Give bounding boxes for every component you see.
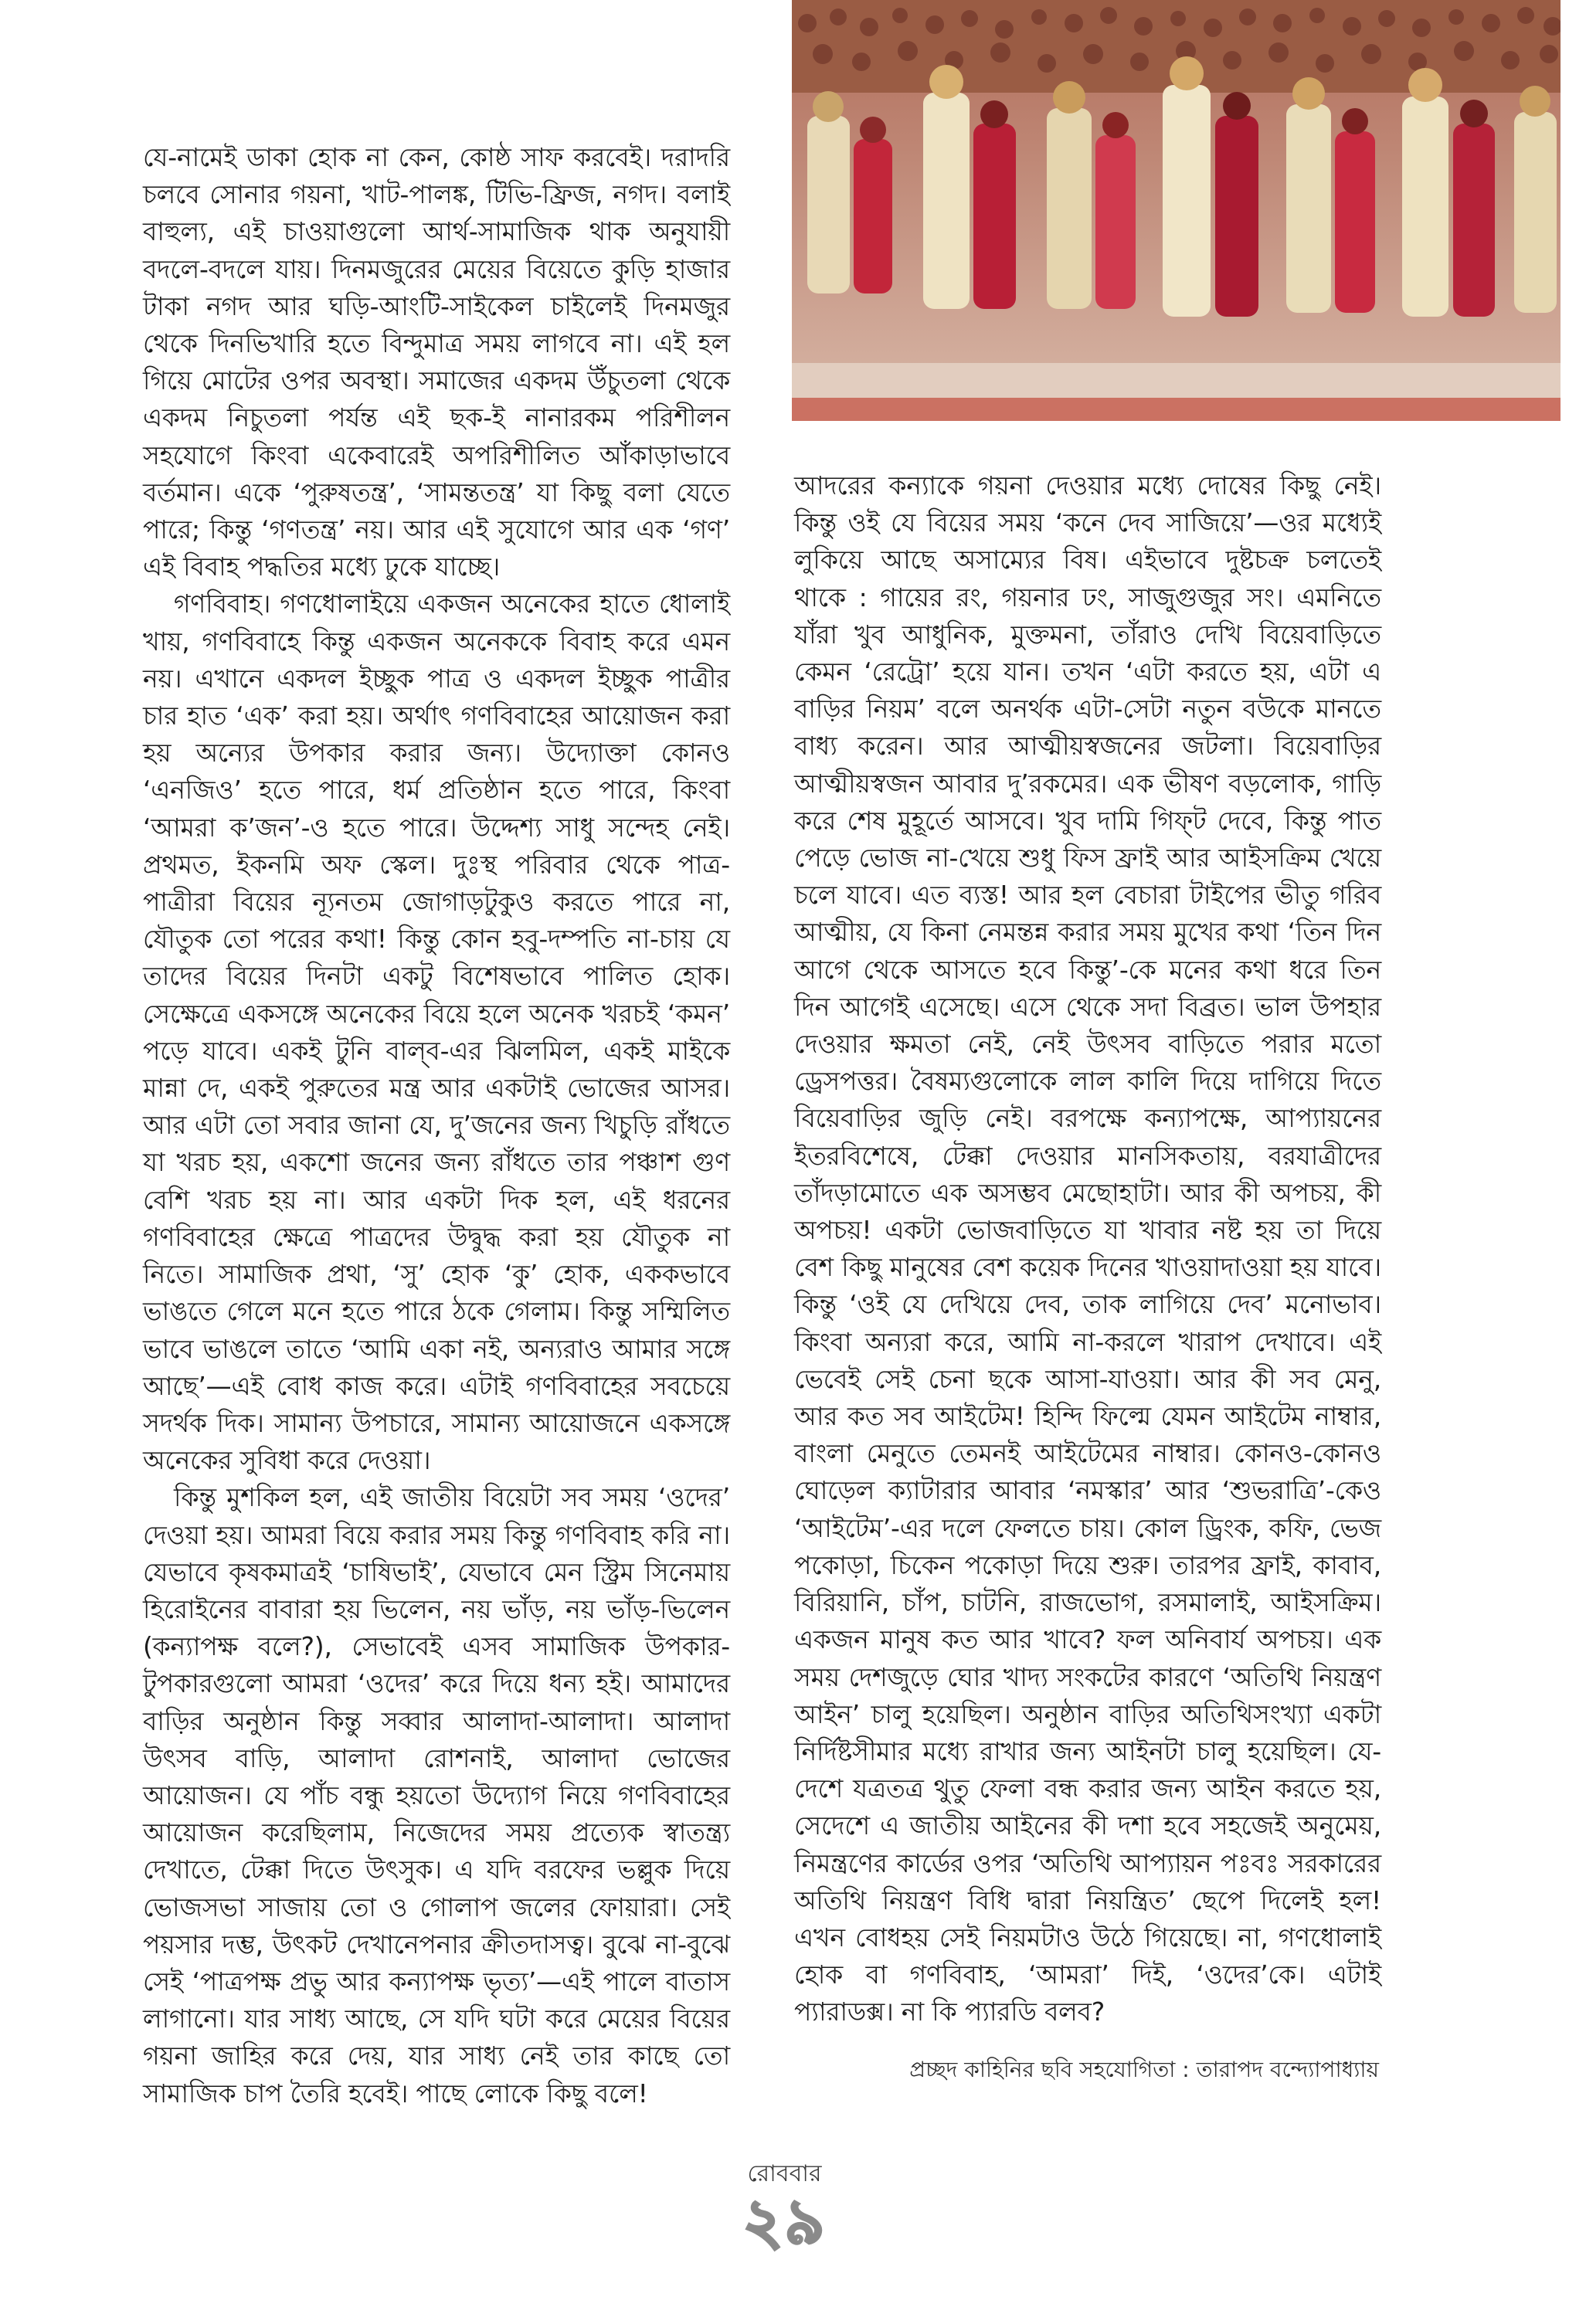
article-paragraph: গণবিবাহ। গণধোলাইয়ে একজন অনেকের হাতে ধোলাই খায়, গণবিবাহে কিন্তু একজন অনেককে বিবাহ করে এমন নয়। এখানে একদল ইচ্ছুক পাত্র ও একদল ইচ্ছুক পাত্রীর চার হাত ‘এক’ করা হয়। অর্থাৎ গণবিবাহের আয়োজন করা হয় অন্যের উপকার করার জন্য। উদ্যোক্তা কোনও ‘এনজিও’ হতে পারে, ধর্ম প্রতিষ্ঠান হতে পারে, কিংবা ‘আমরা ক’জন’-ও হতে পারে। উদ্দেশ্য সাধু সন্দেহ নেই। প্রথমত, ইকনমি অফ স্কেল। দুঃস্থ পরিবার থেকে পাত্র-পাত্রীরা বিয়ের ন্যূনতম জোগাড়টুকুও করতে পারে না, যৌতুক তো পরের কথা! কিন্তু কোন হবু-দম্পতি না-চায় যে তাদের বিয়ের দিনটা একটু বিশেষভাবে পালিত হোক। সেক্ষেত্রে একসঙ্গে অনেকের বিয়ে হলে অনেক খরচই ‘কমন’ পড়ে যাবে। একই টুনি বাল্‌ব-এর ঝিলমিল, একই মাইকে মান্না দে, একই পুরুতের মন্ত্র আর একটাই ভোজের আসর। আর এটা তো সবার জানা যে, দু’জনের জন্য খিচুড়ি রাঁধতে যা খরচ হয়, একশো জনের জন্য রাঁধতে তার পঞ্চাশ গুণ বেশি খরচ হয় না। আর একটা দিক হল, এই ধরনের গণবিবাহের ক্ষেত্রে পাত্রদের উদ্বুদ্ধ করা হয় যৌতুক না নিতে। সামাজিক প্রথা, ‘সু’ হোক ‘কু’ হোক, এককভাবে ভাঙতে গেলে মনে হতে পারে ঠকে গেলাম। কিন্তু সম্মিলিত ভাবে ভাঙলে তাতে ‘আমি একা নই, অন্যরাও আমার সঙ্গে আছে’—এই বোধ কাজ করে। এটাই গণবিবাহের সবচেয়ে সদর্থক দিক। সামান্য উপচারে, সামান্য আয়োজনে একসঙ্গে অনেকের সুবিধা করে দেওয়া। <box>143 589 730 1476</box>
article-paragraph: যে-নামেই ডাকা হোক না কেন, কোষ্ঠ সাফ করবেই। দরাদরি চলবে সোনার গয়না, খাট-পালঙ্ক, টিভি-ফ্রিজ, নগদ। বলাই বাহুল্য, এই চাওয়াগুলো আর্থ-সামাজিক থাক অনুযায়ী বদলে-বদলে যায়। দিনমজুরের মেয়ের বিয়েতে কুড়ি হাজার টাকা নগদ আর ঘড়ি-আংটি-সাইকেল চাইলেই দিনমজুর থেকে দিনভিখারি হতে বিন্দুমাত্র সময় লাগবে না। এই হল গিয়ে মোটের ওপর অবস্থা। সমাজের একদম উঁচুতলা থেকে একদম নিচুতলা পর্যন্ত এই ছক-ই নানারকম পরিশীলন সহযোগে কিংবা একেবারেই অপরিশীলিত আঁকাড়াভাবে বর্তমান। একে ‘পুরুষতন্ত্র’, ‘সামন্ততন্ত্র’ যা কিছু বলা যেতে পারে; কিন্তু ‘গণতন্ত্র’ নয়। আর এই সুযোগে আর এক ‘গণ’ এই বিবাহ পদ্ধতির মধ্যে ঢুকে যাচ্ছে। <box>143 142 730 582</box>
photo-credit: প্রচ্ছদ কাহিনির ছবি সহযোগিতা : তারাপদ বন্দ্যোপাধ্যায় <box>909 2057 1379 2082</box>
article-paragraph: আদরের কন্যাকে গয়না দেওয়ার মধ্যে দোষের কিছু নেই। কিন্তু ওই যে বিয়ের সময় ‘কনে দেব সাজিয়ে’—ওর মধ্যেই লুকিয়ে আছে অসাম্যের বিষ। এইভাবে দুষ্টচক্র চলতেই থাকে : গায়ের রং, গয়নার ঢং, সাজুগুজুর সং। এমনিতে যাঁরা খুব আধুনিক, মুক্তমনা, তাঁরাও দেখি বিয়েবাড়িতে কেমন ‘রেট্রো’ হয়ে যান। তখন ‘এটা করতে হয়, এটা এ বাড়ির নিয়ম’ বলে অনর্থক এটা-সেটা নতুন বউকে মানতে বাধ্য করেন। আর আত্মীয়স্বজনের জটলা। বিয়েবাড়ির আত্মীয়স্বজন আবার দু’রকমের। এক ভীষণ বড়লোক, গাড়ি করে শেষ মুহূর্তে আসবে। খুব দামি গিফ্‌ট দেবে, কিন্তু পাত পেড়ে ভোজ না-খেয়ে শুধু ফিস ফ্রাই আর আইসক্রিম খেয়ে চলে যাবে। এত ব্যস্ত! আর হল বেচারা টাইপের ভীতু গরিব আত্মীয়, যে কিনা নেমন্তন্ন করার সময় মুখের কথা ‘তিন দিন আগে থেকে আসতে হবে কিন্তু’-কে মনের কথা ধরে তিন দিন আগেই এসেছে। এসে থেকে সদা বিব্রত। ভাল উপহার দেওয়ার ক্ষমতা নেই, নেই উৎসব বাড়িতে পরার মতো ড্রেসপত্তর। বৈষম্যগুলোকে লাল কালি দিয়ে দাগিয়ে দিতে বিয়েবাড়ির জুড়ি নেই। বরপক্ষে কন্যাপক্ষে, আপ্যায়নের ইতরবিশেষে, টেক্কা দেওয়ার মানসিকতায়, বরযাত্রীদের তাঁদড়ামোতে এক অসম্ভব মেছোহাটা। আর কী অপচয়, কী অপচয়! একটা ভোজবাড়িতে যা খাবার নষ্ট হয় তা দিয়ে বেশ কিছু মানুষের বেশ কয়েক দিনের খাওয়াদাওয়া হয় যাবে। কিন্তু ‘ওই যে দেখিয়ে দেব, তাক লাগিয়ে দেব’ মনোভাব। কিংবা অন্যরা করে, আমি না-করলে খারাপ দেখাবে। এই ভেবেই সেই চেনা ছকে আসা-যাওয়া। আর কী সব মেনু, আর কত সব আইটেম! হিন্দি ফিল্মে যেমন আইটেম নাম্বার, বাংলা মেনুতে তেমনই আইটেমের নাম্বার। কোনও-কোনও ঘোড়েল ক্যাটারার আবার ‘নমস্কার’ আর ‘শুভরাত্রি’-কেও ‘আইটেম’-এর দলে ফেলতে চায়। কোল ড্রিংক, কফি, ভেজ পকোড়া, চিকেন পকোড়া দিয়ে শুরু। তারপর ফ্রাই, কাবাব, বিরিয়ানি, চাঁপ, চাটনি, রাজভোগ, রসমালাই, আইসক্রিম। একজন মানুষ কত আর খাবে? ফল অনিবার্য অপচয়। এক সময় দেশজুড়ে ঘোর খাদ্য সংকটের কারণে ‘অতিথি নিয়ন্ত্রণ আইন’ চালু হয়েছিল। অনুষ্ঠান বাড়ির অতিথিসংখ্যা একটা নির্দিষ্টসীমার মধ্যে রাখার জন্য আইনটা চালু হয়েছিল। যে-দেশে যত্রতত্র থুতু ফেলা বন্ধ করার জন্য আইন করতে হয়, সেদেশে এ জাতীয় আইনের কী দশা হবে সহজেই অনুমেয়, নিমন্ত্রণের কার্ডের ওপর ‘অতিথি আপ্যায়ন পঃবঃ সরকারের অতিথি নিয়ন্ত্রণ বিধি দ্বারা নিয়ন্ত্রিত’ ছেপে দিলেই হল! এখন বোধহয় সেই নিয়মটাও উঠে গিয়েছে। না, গণধোলাই হোক বা গণবিবাহ, ‘আমরা’ দিই, ‘ওদের’কে। এটাই প্যারাডক্স। না কি প্যারডি বলব? <box>794 470 1381 2027</box>
article-left-column <box>143 139 730 2112</box>
page-number: ২৯ <box>742 2186 827 2258</box>
article-right-column <box>794 467 1381 2031</box>
article-paragraph: কিন্তু মুশকিল হল, এই জাতীয় বিয়েটা সব সময় ‘ওদের’ দেওয়া হয়। আমরা বিয়ে করার সময় কিন্তু গণবিবাহ করি না। যেভাবে কৃষকমাত্রই ‘চাষিভাই’, যেভাবে মেন স্ট্রিম সিনেমায় হিরোইনের বাবারা হয় ভিলেন, নয় ভাঁড়, নয় ভাঁড়-ভিলেন (কন্যাপক্ষ বলে?), সেভাবেই এসব সামাজিক উপকার-টুপকারগুলো আমরা ‘ওদের’ করে দিয়ে ধন্য হই। আমাদের বাড়ির অনুষ্ঠান কিন্তু সব্বার আলাদা-আলাদা। আলাদা উৎসব বাড়ি, আলাদা রোশনাই, আলাদা ভোজের আয়োজন। যে পাঁচ বন্ধু হয়তো উদ্যোগ নিয়ে গণবিবাহের আয়োজন করেছিলাম, নিজেদের সময় প্রত্যেক স্বাতন্ত্র্য দেখাতে, টেক্কা দিতে উৎসুক। এ যদি বরফের ভল্লুক দিয়ে ভোজসভা সাজায় তো ও গোলাপ জলের ফোয়ারা। সেই পয়সার দম্ভ, উৎকট দেখানেপনার ক্রীতদাসত্ব। বুঝে না-বুঝে সেই ‘পাত্রপক্ষ প্রভু আর কন্যাপক্ষ ভৃত্য’—এই পালে বাতাস লাগানো। যার সাধ্য আছে, সে যদি ঘটা করে মেয়ের বিয়ের গয়না জাহির করে দেয়, যার সাধ্য নেই তার কাছে তো সামাজিক চাপ তৈরি হবেই। পাছে লোকে কিছু বলে! <box>143 1482 730 2109</box>
mass-wedding-illustration <box>792 0 1561 421</box>
magazine-name: রোববার <box>747 2160 822 2187</box>
mass-wedding-photo <box>792 0 1561 421</box>
